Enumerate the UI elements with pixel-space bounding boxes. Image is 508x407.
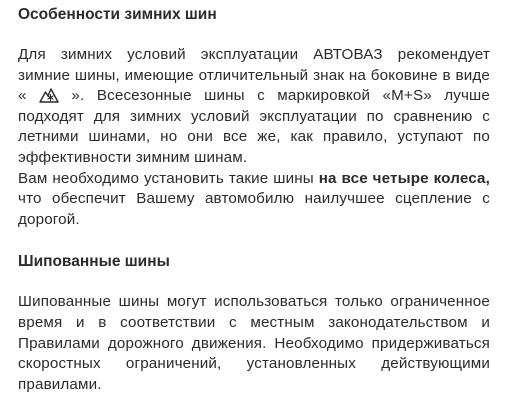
paragraph-text-part: что обеспечит Вашему автомобилю наилучшее сцепление с дорогой. [18,190,490,228]
paragraph-all-four-wheels [18,169,490,231]
paragraph-text-part: Для зимних условий эксплуатации АВТОВАЗ рекомендует зимние шины, имеющие отличительный знак на боковине в виде « [18,46,490,105]
emphasis-all-four-wheels: на все четыре колеса, [318,169,490,187]
mountain-snowflake-icon [39,86,59,104]
paragraph-text-part: Вам необходимо установить такие шины [18,169,319,187]
paragraph-studded-tires: Шипованные шины могут использоваться только ограниченное время и в соответствии с местным законодательством и Правилами дорожного движения. Необходимо придерживаться скоростных ограничений, установленных действующими правилами. [18,293,490,393]
paragraph-winter-tires-recommendation [18,45,490,169]
section-title-winter-tires: Особенности зимних шин [18,6,217,23]
section-title-studded-tires: Шипованные шины [18,253,170,271]
paragraph-text-part: ». Всесезонные шины с маркировкой «M+S» лучше подходят для зимних условий эксплуатации по сравнению с летними шинами, но они все же, как правило, уступают по эффективности зимним шинам. [18,87,490,166]
